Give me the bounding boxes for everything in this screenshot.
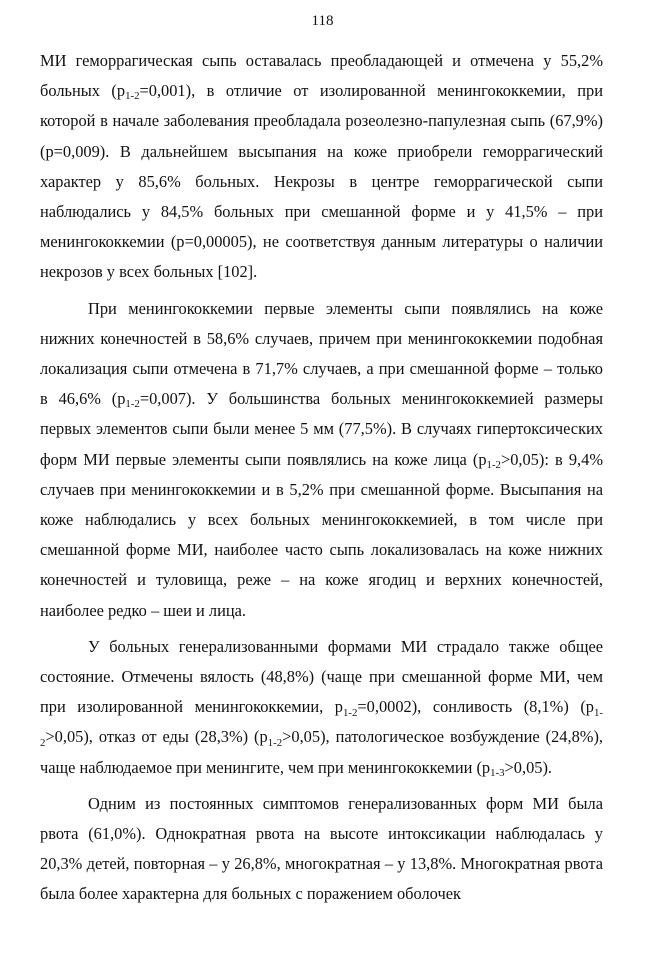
subscript: 1-2 [125, 90, 140, 103]
text-run: >0,05), патологическое возбуждение (24,8%), чаще наблюдаемое при менингите, чем при менингококкемии (р [40, 727, 603, 777]
text-run: >0,05), отказ от еды (28,3%) (р [45, 727, 268, 747]
page-number: 118 [311, 13, 334, 29]
paragraph [40, 632, 603, 783]
subscript: 1-3 [490, 766, 505, 779]
body-text [40, 46, 603, 910]
text-run: =0,001), в отличие от изолированной менингококкемии, при которой в начале заболевания преобладала розеолезно-папулезная сыпь (67,9%) (р=0,009). В дальнейшем высыпания на коже приобрели геморрагический характер у 85,6% больных. Некрозы в центре геморрагической сыпи наблюдались у 84,5% больных при смешанной форме и у 41,5% – при менингококкемии (р=0,00005), не соответствуя данным литературы о наличии некрозов у всех больных [102]. [40, 81, 603, 282]
text-run: При менингококкемии первые элементы сыпи появлялись на коже нижних конечностей в 58,6% случаев, причем при менингококкемии подобная локализация сыпи отмечена в 71,7% случаев, а при смешанной форме – только в 46,6% (р [40, 298, 603, 409]
text-run: =0,007). У большинства больных менингококкемией размеры первых элементов сыпи были менее 5 мм (77,5%). В случаях гипертоксических форм МИ первые элементы сыпи появлялись на коже лица (р [40, 389, 603, 469]
text-run: Одним из постоянных симптомов генерализованных форм МИ была рвота (61,0%). Однократная рвота на высоте интоксикации наблюдалась у 20,3% детей, повторная – у 26,8%, многократная – у 13,8%. Многократная рвота была более характерна для больных с поражением оболочек [40, 793, 603, 904]
text-run: >0,05): в 9,4% случаев при менингококкемии и в 5,2% при смешанной форме. Высыпания на коже наблюдались у всех больных менингококкемией, в том числе при смешанной форме МИ, наиболее часто сыпь локализовалась на коже нижних конечностей и туловища, реже – на коже ягодиц и верхних конечностей, наиболее редко – шеи и лица. [40, 449, 603, 620]
paragraph [40, 789, 603, 910]
subscript: 1-2 [486, 458, 501, 471]
text-run: МИ геморрагическая сыпь оставалась преобладающей и отмечена у 55,2% больных (р [40, 51, 603, 101]
subscript: 1-2 [267, 736, 283, 749]
subscript: 1-2 [125, 398, 140, 411]
paragraph [40, 294, 603, 626]
paragraph [40, 46, 603, 288]
subscript: 1-2 [40, 706, 604, 749]
text-run: =0,0002), сонливость (8,1%) (р [357, 697, 594, 717]
text-run: У больных генерализованными формами МИ страдало также общее состояние. Отмечены вялость (48,8%) (чаще при смешанной форме МИ, чем при изолированной менингококкемии, р [40, 636, 603, 717]
text-run: >0,05). [504, 757, 553, 777]
subscript: 1-2 [342, 706, 358, 719]
